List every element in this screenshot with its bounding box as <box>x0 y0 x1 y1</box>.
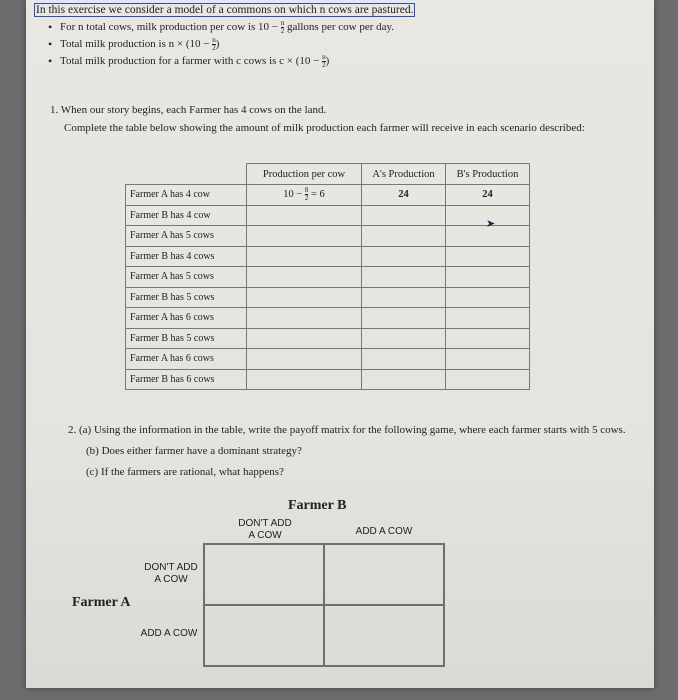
payoff-cell-dont-add[interactable] <box>324 544 444 605</box>
fraction-den: 2 <box>322 60 326 69</box>
cell-a-production[interactable] <box>362 328 446 349</box>
table-row <box>126 328 530 349</box>
cell-production-per-cow[interactable] <box>247 205 362 226</box>
cell-a-production[interactable] <box>362 226 446 247</box>
table-row <box>126 349 530 370</box>
table-row <box>126 185 530 206</box>
cell-production-per-cow[interactable] <box>247 246 362 267</box>
header-a-production: A's Production <box>362 164 446 185</box>
bullet-text: For n total cows, milk production per cow is 10 − <box>60 21 281 33</box>
row-label: Farmer A has 6 cows <box>126 349 247 370</box>
payoff-cell-add-dont[interactable] <box>204 605 324 666</box>
fraction-den: 2 <box>212 43 216 52</box>
row-header-add: ADD A COW <box>140 628 198 639</box>
row-header-line: DON'T ADD <box>144 562 198 573</box>
row-label: Farmer B has 5 cows <box>126 328 247 349</box>
row-label: Farmer B has 6 cows <box>126 369 247 390</box>
cell-b-production[interactable]: 24 <box>446 185 530 206</box>
row-label: Farmer A has 6 cows <box>126 308 247 329</box>
row-label: Farmer B has 4 cow <box>126 205 247 226</box>
cell-production-per-cow[interactable] <box>247 267 362 288</box>
row-label: Farmer A has 4 cow <box>126 185 247 206</box>
cell-a-production[interactable] <box>362 287 446 308</box>
cell-production-per-cow[interactable] <box>247 185 362 206</box>
cell-b-production[interactable] <box>446 267 530 288</box>
question-2a: 2. (a) Using the information in the table, write the payoff matrix for the following game, where each farmer starts with 5 cows. <box>68 424 626 436</box>
row-header-line: A COW <box>154 574 188 585</box>
bullet-farmer-production <box>60 53 415 70</box>
cell-b-production[interactable] <box>446 369 530 390</box>
cell-a-production[interactable] <box>362 349 446 370</box>
col-header-line: DON'T ADD <box>238 518 292 529</box>
farmer-a-label: Farmer A <box>72 595 131 610</box>
question-2 <box>68 424 628 479</box>
table-header-row <box>126 164 530 185</box>
col-header-add: ADD A COW <box>355 526 413 537</box>
bullet-text: Total milk production is n × (10 − <box>60 38 213 50</box>
cell-b-production[interactable] <box>446 287 530 308</box>
bullet-text: ) <box>325 55 330 67</box>
cell-a-production[interactable] <box>362 267 446 288</box>
cell-b-production[interactable] <box>446 308 530 329</box>
worksheet-page <box>26 0 654 688</box>
bullet-text: gallons per cow per day. <box>284 21 395 33</box>
col-header-dont-add <box>232 518 298 542</box>
row-label: Farmer B has 5 cows <box>126 287 247 308</box>
question-2b: (b) Does either farmer have a dominant strategy? <box>86 445 302 457</box>
col-header-line: A COW <box>248 530 282 541</box>
bullet-production-per-cow <box>60 19 415 36</box>
question-2c: (c) If the farmers are rational, what happens? <box>86 466 284 478</box>
mouse-cursor-icon: ➤ <box>486 218 496 230</box>
cell-text: 10 − <box>283 189 305 201</box>
cell-text: = 6 <box>308 189 325 201</box>
fraction-num: n <box>280 18 285 27</box>
cell-production-per-cow[interactable] <box>247 287 362 308</box>
bullet-text: Total milk production for a farmer with c cows is c × (10 − <box>60 55 323 67</box>
payoff-cell-add-add[interactable] <box>324 605 444 666</box>
header-production-per-cow: Production per cow <box>247 164 362 185</box>
row-label: Farmer B has 4 cows <box>126 246 247 267</box>
row-header-dont-add <box>138 562 204 586</box>
cell-a-production[interactable] <box>362 369 446 390</box>
table-row <box>126 226 530 247</box>
header-b-production: B's Production <box>446 164 530 185</box>
cell-a-production[interactable]: 24 <box>362 185 446 206</box>
cell-b-production[interactable] <box>446 246 530 267</box>
cell-production-per-cow[interactable] <box>247 308 362 329</box>
question-1-line2: Complete the table below showing the amount of milk production each farmer will receive in each scenario described: <box>64 122 585 134</box>
intro-title-text: In this exercise we consider a model of a commons on which n cows are pastured. <box>36 4 414 16</box>
fraction-num: n <box>322 52 326 61</box>
intro-section <box>34 4 415 70</box>
table-row <box>126 267 530 288</box>
payoff-matrix <box>203 543 445 667</box>
cell-production-per-cow[interactable] <box>247 328 362 349</box>
cell-a-production[interactable] <box>362 308 446 329</box>
table-row <box>126 308 530 329</box>
fraction-num: 8 <box>304 186 309 195</box>
cell-a-production[interactable] <box>362 246 446 267</box>
payoff-cell-dont-dont[interactable] <box>204 544 324 605</box>
fraction-num: n <box>212 35 216 44</box>
table-corner <box>126 164 247 185</box>
cell-production-per-cow[interactable] <box>247 369 362 390</box>
production-table <box>125 163 530 390</box>
table-row <box>126 205 530 226</box>
row-label: Farmer A has 5 cows <box>126 226 247 247</box>
cell-b-production[interactable] <box>446 349 530 370</box>
row-label: Farmer A has 5 cows <box>126 267 247 288</box>
fraction-den: 2 <box>280 26 285 35</box>
question-1-line1: 1. When our story begins, each Farmer has 4 cows on the land. <box>50 104 327 116</box>
bullet-text: ) <box>215 38 220 50</box>
table-row <box>126 287 530 308</box>
table-body <box>126 185 530 390</box>
table-row <box>126 246 530 267</box>
cell-production-per-cow[interactable] <box>247 226 362 247</box>
cell-production-per-cow[interactable] <box>247 349 362 370</box>
question-1 <box>50 104 624 135</box>
fraction-den: 2 <box>304 194 309 203</box>
intro-title <box>34 4 415 16</box>
table-row <box>126 369 530 390</box>
cell-a-production[interactable] <box>362 205 446 226</box>
farmer-b-label: Farmer B <box>288 498 347 513</box>
intro-bullets <box>34 19 415 70</box>
bullet-total-production <box>60 36 415 53</box>
cell-b-production[interactable] <box>446 328 530 349</box>
